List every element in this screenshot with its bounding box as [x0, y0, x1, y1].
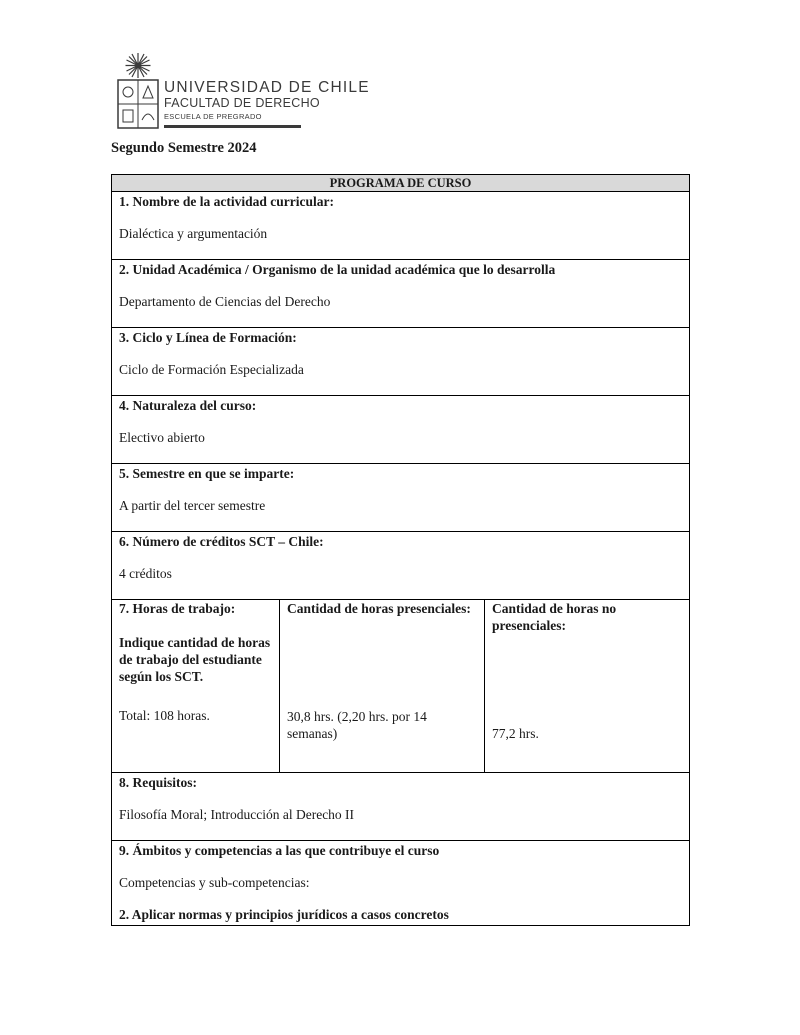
hours-total: Total: 108 horas.: [119, 708, 210, 723]
no-presencial-label: Cantidad de horas no presenciales:: [492, 601, 617, 633]
presencial-label: Cantidad de horas presenciales:: [287, 601, 471, 616]
section-row: [112, 192, 690, 260]
hours-note: Indique cantidad de horas de trabajo del estudiante según los SCT.: [119, 635, 271, 684]
ambitos-question: 9. Ámbitos y competencias a las que contribuye el curso: [119, 843, 440, 858]
ambitos-subtitle: Competencias y sub-competencias:: [119, 875, 310, 890]
section-question: 6. Número de créditos SCT – Chile:: [119, 534, 324, 549]
program-title: PROGRAMA DE CURSO: [112, 175, 690, 192]
school-name: ESCUELA DE PREGRADO: [164, 112, 262, 121]
section-row: [112, 328, 690, 396]
ambitos-item: 2. Aplicar normas y principios jurídicos a casos concretos: [119, 907, 449, 922]
section-answer: Ciclo de Formación Especializada: [119, 362, 304, 377]
section-question: 2. Unidad Académica / Organismo de la unidad académica que lo desarrolla: [119, 262, 556, 277]
university-crest-icon: [116, 50, 162, 130]
requisitos-answer: Filosofía Moral; Introducción al Derecho II: [119, 807, 355, 822]
program-table: [111, 174, 690, 926]
section-question: 5. Semestre en que se imparte:: [119, 466, 295, 481]
logo-underline: [164, 125, 301, 128]
faculty-name: FACULTAD DE DERECHO: [164, 96, 320, 110]
logo-text: [164, 80, 370, 123]
requisitos-row: [112, 773, 690, 841]
university-name: UNIVERSIDAD DE CHILE: [164, 79, 370, 96]
hours-no-presencial-cell: [485, 600, 690, 773]
university-logo: [116, 50, 370, 130]
section-answer: 4 créditos: [119, 566, 172, 581]
section-answer: A partir del tercer semestre: [119, 498, 266, 513]
presencial-value: 30,8 hrs. (2,20 hrs. por 14 semanas): [287, 709, 427, 741]
hours-presencial-cell: [280, 600, 485, 773]
section-row: [112, 396, 690, 464]
semester-heading: Segundo Semestre 2024: [111, 140, 257, 156]
section-row: [112, 260, 690, 328]
section-answer: Departamento de Ciencias del Derecho: [119, 294, 331, 309]
section-question: 1. Nombre de la actividad curricular:: [119, 194, 334, 209]
section-row: [112, 464, 690, 532]
section-row: [112, 532, 690, 600]
requisitos-question: 8. Requisitos:: [119, 775, 198, 790]
section-answer: Dialéctica y argumentación: [119, 226, 268, 241]
ambitos-row: [112, 841, 690, 926]
no-presencial-value: 77,2 hrs.: [492, 726, 539, 741]
section-question: 3. Ciclo y Línea de Formación:: [119, 330, 297, 345]
hours-label: 7. Horas de trabajo:: [119, 601, 236, 616]
hours-total-cell: [112, 600, 280, 773]
section-answer: Electivo abierto: [119, 430, 205, 445]
section-question: 4. Naturaleza del curso:: [119, 398, 257, 413]
